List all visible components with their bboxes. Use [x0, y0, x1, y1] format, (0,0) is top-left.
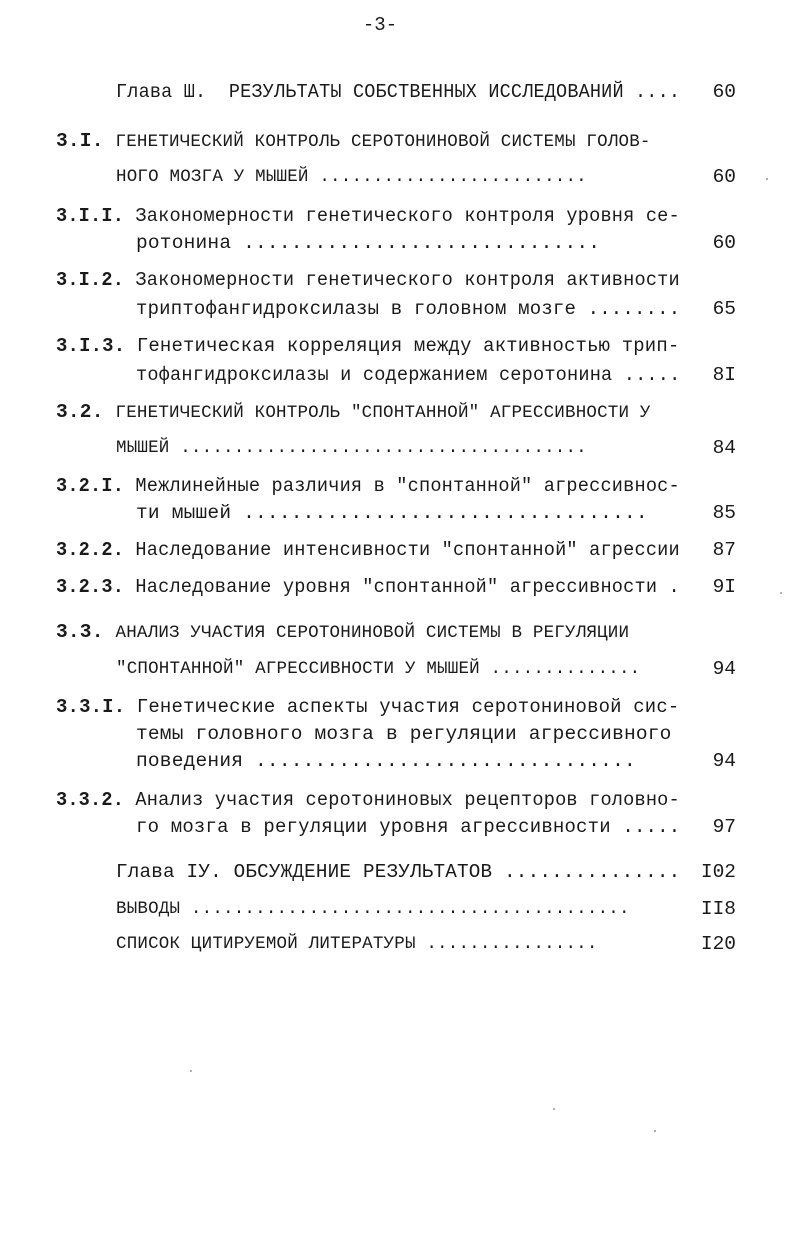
toc-section-number: 3.2.: [56, 401, 104, 423]
toc-section-title: Наследование уровня "спонтанной" агрессивности .: [135, 576, 680, 598]
toc-section-3-1-2: [56, 268, 680, 292]
toc-section-3-1-1: [56, 204, 680, 228]
toc-section-3-1-3-page: 8I: [712, 364, 736, 386]
toc-conclusions-page: II8: [700, 898, 736, 920]
scan-speck: [654, 1130, 656, 1132]
toc-section-3-3-1-cont2: поведения ................................: [136, 750, 636, 772]
toc-section-3-1-2-cont: триптофангидроксилазы в головном мозге ........: [136, 298, 681, 320]
toc-section-title: ГЕНЕТИЧЕСКИЙ КОНТРОЛЬ СЕРОТОНИНОВОЙ СИСТЕМЫ ГОЛОВ-: [115, 132, 651, 152]
toc-section-3-1-3-cont: тофангидроксилазы и содержанием серотонина .....: [136, 364, 681, 386]
toc-section-3-1: [56, 129, 651, 154]
toc-section-3-1-cont: НОГО МОЗГА У МЫШЕЙ .........................: [116, 167, 587, 187]
toc-section-title: Анализ участия серотониновых рецепторов головно-: [135, 789, 680, 811]
toc-section-3-2-1: [56, 474, 680, 498]
toc-section-3-3-1-page: 94: [712, 750, 736, 772]
scan-speck: [190, 1070, 192, 1072]
toc-section-3-2-3: [56, 575, 680, 599]
toc-references-title: СПИСОК ЦИТИРУЕМОЙ ЛИТЕРАТУРЫ ................: [116, 934, 598, 954]
toc-section-number: 3.3.2.: [56, 789, 125, 811]
toc-section-number: 3.I.I.: [56, 205, 125, 227]
scan-speck: [553, 1108, 555, 1110]
toc-section-3-2: [56, 400, 651, 425]
toc-section-title: Закономерности генетического контроля активности: [135, 269, 680, 291]
toc-section-number: 3.3.: [56, 621, 104, 643]
toc-section-number: 3.I.3.: [56, 335, 126, 357]
scan-speck: [780, 592, 782, 594]
toc-section-3-3-2-page: 97: [712, 816, 736, 838]
toc-section-3-2-2-page: 87: [712, 539, 736, 561]
toc-section-3-3-1-cont: темы головного мозга в регуляции агрессивного: [136, 723, 672, 745]
toc-section-3-1-1-page: 60: [712, 232, 736, 254]
toc-section-3-1-page: 60: [712, 166, 736, 188]
toc-section-3-3-2-cont: го мозга в регуляции уровня агрессивности .....: [136, 816, 681, 838]
toc-section-3-1-1-cont: ротонина ..............................: [136, 232, 601, 254]
toc-section-title: Межлинейные различия в "спонтанной" агрессивнос-: [135, 475, 680, 497]
toc-section-number: 3.I.: [56, 130, 104, 152]
toc-section-3-3-cont: "СПОНТАННОЙ" АГРЕССИВНОСТИ У МЫШЕЙ ..............: [116, 659, 641, 679]
toc-section-3-1-2-page: 65: [712, 298, 736, 320]
toc-chapter-3-page: 60: [712, 81, 736, 103]
toc-section-3-2-3-page: 9I: [712, 576, 736, 598]
toc-section-title: АНАЛИЗ УЧАСТИЯ СЕРОТОНИНОВОЙ СИСТЕМЫ В РЕГУЛЯЦИИ: [115, 623, 630, 643]
toc-section-3-2-page: 84: [712, 437, 736, 459]
toc-section-3-3-2: [56, 788, 680, 812]
toc-section-title: Закономерности генетического контроля уровня се-: [135, 205, 680, 227]
toc-section-3-3: [56, 620, 629, 645]
toc-section-3-2-1-cont: ти мышей ..................................: [136, 502, 648, 524]
toc-section-number: 3.2.2.: [56, 539, 125, 561]
toc-section-title: Генетические аспекты участия серотониновой сис-: [136, 696, 680, 718]
toc-section-number: 3.3.I.: [56, 696, 126, 718]
toc-section-3-2-cont: МЫШЕЙ ......................................: [116, 438, 587, 458]
toc-section-3-3-page: 94: [712, 658, 736, 680]
toc-chapter-4-page: I02: [700, 861, 736, 883]
toc-section-3-3-1: [56, 695, 679, 719]
toc-section-3-1-3: [56, 334, 679, 358]
toc-section-title: ГЕНЕТИЧЕСКИЙ КОНТРОЛЬ "СПОНТАННОЙ" АГРЕССИВНОСТИ У: [115, 403, 651, 423]
toc-section-title: Наследование интенсивности "спонтанной" агрессии: [135, 539, 680, 561]
toc-section-number: 3.2.3.: [56, 576, 125, 598]
toc-section-number: 3.2.I.: [56, 475, 125, 497]
toc-section-3-2-2: [56, 538, 680, 562]
page-number: -3-: [362, 14, 398, 36]
toc-chapter-4-title: Глава IУ. ОБСУЖДЕНИЕ РЕЗУЛЬТАТОВ ...............: [116, 861, 681, 883]
toc-references-page: I20: [700, 933, 736, 955]
toc-section-number: 3.I.2.: [56, 269, 125, 291]
toc-section-title: Генетическая корреляция между активностью трип-: [136, 335, 680, 357]
toc-section-3-2-1-page: 85: [712, 502, 736, 524]
scan-speck: [766, 178, 768, 180]
toc-chapter-3-title: Глава Ш. РЕЗУЛЬТАТЫ СОБСТВЕННЫХ ИССЛЕДОВАНИЙ ....: [116, 81, 681, 103]
toc-conclusions-title: ВЫВОДЫ .........................................: [116, 899, 630, 919]
